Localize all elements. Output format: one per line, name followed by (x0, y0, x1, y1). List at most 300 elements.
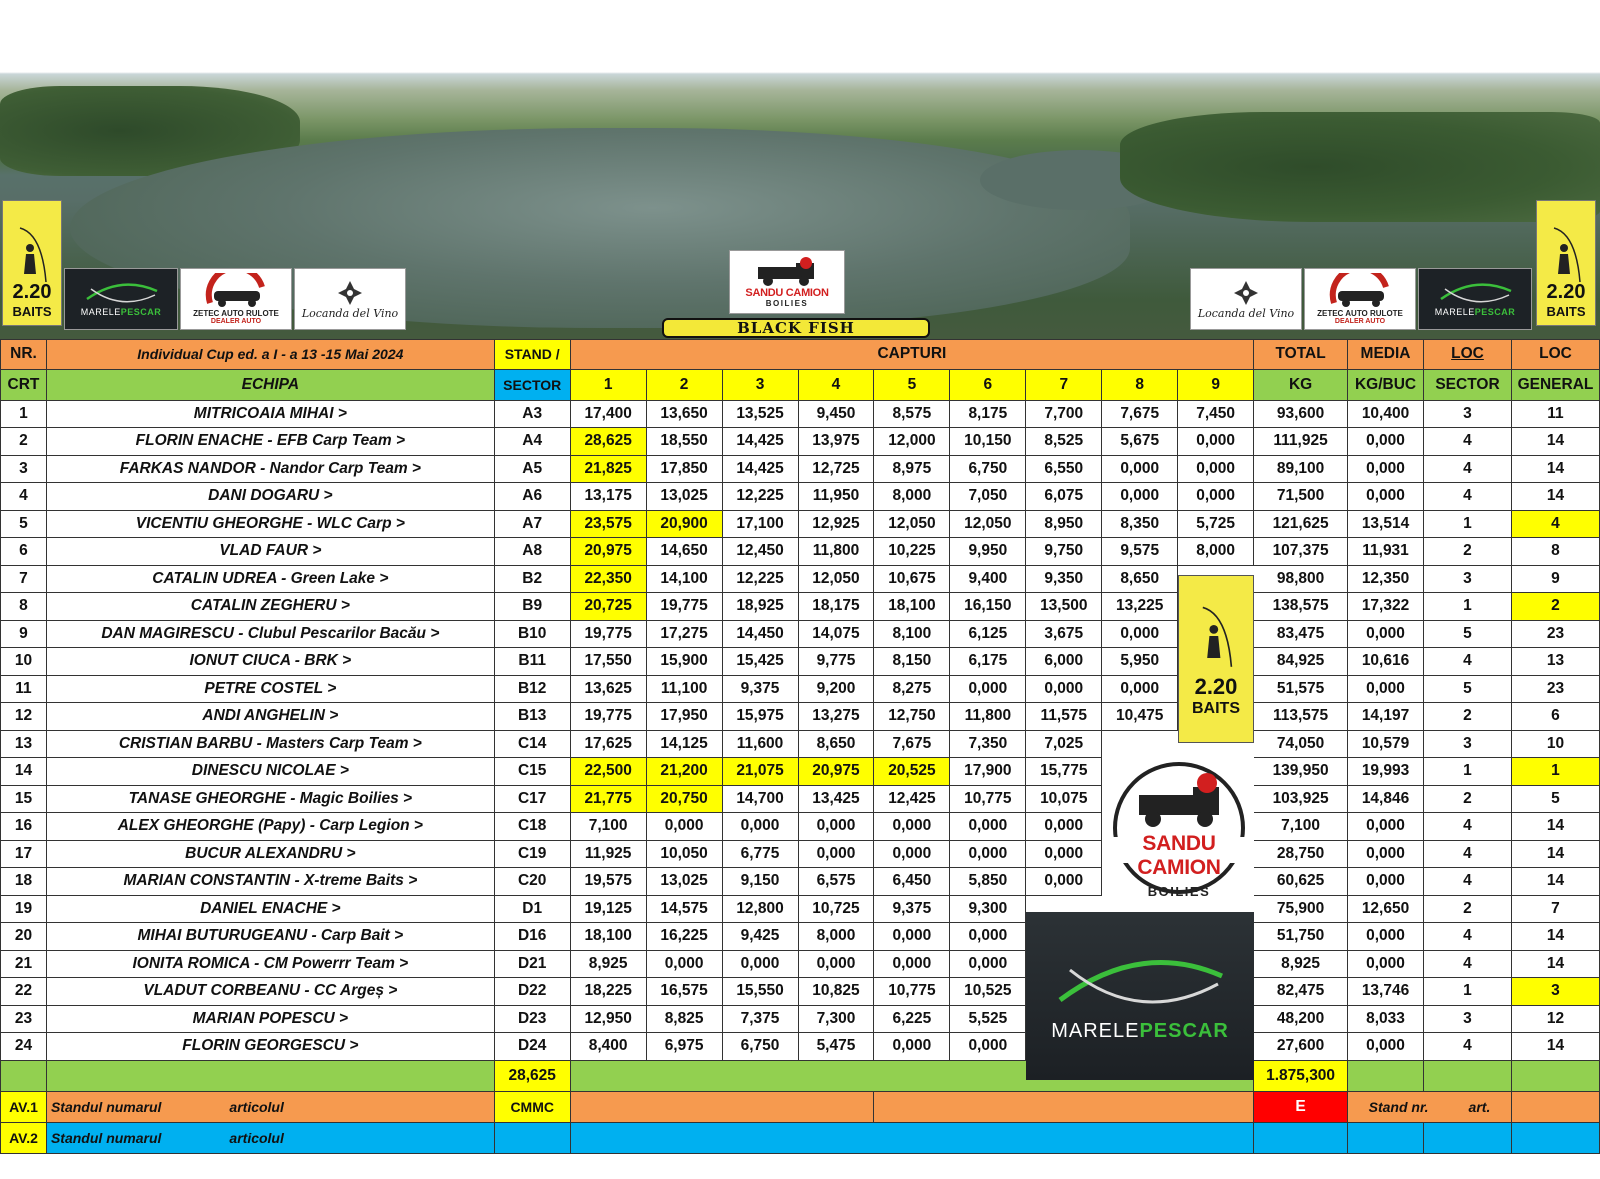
competitor-name: VICENTIU GHEORGHE - WLC Carp > (46, 510, 494, 538)
total-kg-cell: 83,475 (1254, 620, 1348, 648)
total-kg-cell: 27,600 (1254, 1033, 1348, 1061)
media-cell: 0,000 (1348, 620, 1424, 648)
media-cell: 0,000 (1348, 950, 1424, 978)
total-kg-cell: 113,575 (1254, 703, 1348, 731)
catch-cell: 16,225 (646, 923, 722, 951)
loc-sector-cell: 4 (1424, 483, 1512, 511)
marele-text: MARELE (80, 307, 121, 317)
catch-cell: 11,575 (1026, 703, 1102, 731)
baits-word: BAITS (1192, 700, 1240, 717)
competitor-name: MIHAI BUTURUGEANU - Carp Bait > (46, 923, 494, 951)
catch-cell: 9,375 (874, 895, 950, 923)
total-kg-cell: 111,925 (1254, 428, 1348, 456)
media-cell: 12,350 (1348, 565, 1424, 593)
capturi-header: CAPTURI (570, 340, 1253, 370)
total-kg-cell: 75,900 (1254, 895, 1348, 923)
loc-sector-cell: 4 (1424, 813, 1512, 841)
ornament-icon (1232, 279, 1260, 307)
catch-cell: 6,975 (646, 1033, 722, 1061)
total-kg-cell: 51,575 (1254, 675, 1348, 703)
table-row (1, 648, 1600, 676)
catch-cell: 15,425 (722, 648, 798, 676)
catch-cell: 12,950 (570, 1005, 646, 1033)
media-cell: 0,000 (1348, 868, 1424, 896)
catch-cell: 14,125 (646, 730, 722, 758)
stand-cell: C20 (494, 868, 570, 896)
row-number: 6 (1, 538, 47, 566)
pescar-text: PESCAR (1139, 1019, 1229, 1042)
catch-cell: 15,900 (646, 648, 722, 676)
catch-cell: 9,350 (1026, 565, 1102, 593)
catch-cell: 12,450 (722, 538, 798, 566)
baits-word: BAITS (1546, 304, 1586, 319)
angler-icon (12, 224, 52, 284)
catch-col-8: 8 (1102, 369, 1178, 400)
baits-logo-right (1536, 200, 1596, 326)
av2-blank (1511, 1122, 1599, 1153)
black-fish-logo: BLACK FISH (662, 318, 930, 338)
av1-label (46, 1091, 494, 1122)
cmmc-cell: CMMC (494, 1091, 570, 1122)
row-number: 4 (1, 483, 47, 511)
competitor-name: FLORIN GEORGESCU > (46, 1033, 494, 1061)
crt-header: CRT (1, 369, 47, 400)
catch-cell: 0,000 (1026, 840, 1102, 868)
catch-cell: 11,600 (722, 730, 798, 758)
total-kg-cell: 74,050 (1254, 730, 1348, 758)
competitor-name: CATALIN ZEGHERU > (46, 593, 494, 621)
loc-sector-cell: 2 (1424, 703, 1512, 731)
row-number: 2 (1, 428, 47, 456)
competitor-name: CATALIN UDREA - Green Lake > (46, 565, 494, 593)
competitor-name: VLAD FAUR > (46, 538, 494, 566)
pescar-text: PESCAR (120, 307, 162, 317)
catch-cell: 6,450 (874, 868, 950, 896)
competitor-name: DANI DOGARU > (46, 483, 494, 511)
total-kg-cell: 60,625 (1254, 868, 1348, 896)
av1-code: AV.1 (1, 1091, 47, 1122)
loc-general-cell: 14 (1511, 1033, 1599, 1061)
table-row (1, 428, 1600, 456)
competitor-name: DANIEL ENACHE > (46, 895, 494, 923)
row-number: 18 (1, 868, 47, 896)
catch-cell: 11,100 (646, 675, 722, 703)
locanda-logo-right (1190, 268, 1302, 330)
table-row (1, 675, 1600, 703)
table-row (1, 813, 1600, 841)
row-number: 1 (1, 400, 47, 428)
media-cell: 19,993 (1348, 758, 1424, 786)
catch-cell: 0,000 (1102, 455, 1178, 483)
catch-col-3: 3 (722, 369, 798, 400)
sector-header: SECTOR (494, 369, 570, 400)
catch-cell: 9,950 (950, 538, 1026, 566)
catch-cell: 14,075 (798, 620, 874, 648)
catch-cell: 8,650 (798, 730, 874, 758)
stand-cell: C14 (494, 730, 570, 758)
catch-cell: 10,150 (950, 428, 1026, 456)
competitor-name: IONITA ROMICA - CM Powerrr Team > (46, 950, 494, 978)
catch-cell: 5,950 (1102, 648, 1178, 676)
catch-cell: 19,125 (570, 895, 646, 923)
catch-cell: 9,375 (722, 675, 798, 703)
totals-blank (1424, 1060, 1512, 1091)
total-kg-cell: 121,625 (1254, 510, 1348, 538)
catch-cell: 6,000 (1026, 648, 1102, 676)
event-title: Individual Cup ed. a I - a 13 -15 Mai 2024 (46, 340, 494, 370)
catch-cell: 0,000 (1102, 675, 1178, 703)
marele-text: MARELE (1434, 307, 1475, 317)
competitor-name: ALEX GHEORGHE (Papy) - Carp Legion > (46, 813, 494, 841)
catch-col-7: 7 (1026, 369, 1102, 400)
catch-cell: 17,275 (646, 620, 722, 648)
catch-cell: 13,025 (646, 483, 722, 511)
loc-general-cell: 4 (1511, 510, 1599, 538)
loc-general-header: LOC (1511, 340, 1599, 370)
loc-general-cell: 11 (1511, 400, 1599, 428)
loc-sector-cell: 4 (1424, 950, 1512, 978)
stand-cell: B12 (494, 675, 570, 703)
sandu-subtext: BOILIES (765, 298, 809, 308)
catch-cell: 10,225 (874, 538, 950, 566)
catch-cell: 18,225 (570, 978, 646, 1006)
media-cell: 0,000 (1348, 483, 1424, 511)
table-row (1, 455, 1600, 483)
catch-cell: 12,725 (798, 455, 874, 483)
catch-cell: 7,025 (1026, 730, 1102, 758)
table-row (1, 730, 1600, 758)
catch-cell: 12,050 (874, 510, 950, 538)
zetec-subtext: DEALER AUTO (210, 317, 262, 325)
max-catch-cell: 28,625 (494, 1060, 570, 1091)
fish-swoosh-icon (1050, 950, 1230, 1020)
competitor-name: PETRE COSTEL > (46, 675, 494, 703)
loc-general-cell: 5 (1511, 785, 1599, 813)
total-kg-cell: 89,100 (1254, 455, 1348, 483)
catch-cell: 10,525 (950, 978, 1026, 1006)
zetec-text: ZETEC AUTO RULOTE (1317, 308, 1403, 318)
catch-cell: 0,000 (874, 923, 950, 951)
stand-cell: C19 (494, 840, 570, 868)
catch-cell: 14,425 (722, 455, 798, 483)
catch-cell: 5,475 (798, 1033, 874, 1061)
row-number: 11 (1, 675, 47, 703)
banner-trees-right (1120, 112, 1600, 222)
catch-col-6: 6 (950, 369, 1026, 400)
loc-general-cell: 13 (1511, 648, 1599, 676)
catch-cell: 0,000 (798, 813, 874, 841)
pescar-text: PESCAR (1474, 307, 1516, 317)
catch-cell: 7,675 (1102, 400, 1178, 428)
header-row-1 (1, 340, 1600, 370)
fish-swoosh-icon (1435, 281, 1515, 307)
catch-cell: 10,775 (874, 978, 950, 1006)
competitor-name: FARKAS NANDOR - Nandor Carp Team > (46, 455, 494, 483)
catch-cell: 7,350 (950, 730, 1026, 758)
media-header: MEDIA (1348, 340, 1424, 370)
row-number: 12 (1, 703, 47, 731)
zetec-logo-right (1304, 268, 1416, 330)
competitor-name: VLADUT CORBEANU - CC Argeș > (46, 978, 494, 1006)
av2-blank (570, 1122, 1253, 1153)
catch-cell: 13,975 (798, 428, 874, 456)
sandu-camion-logo-top (729, 250, 845, 314)
catch-cell: 8,975 (874, 455, 950, 483)
catch-cell: 20,900 (646, 510, 722, 538)
catch-cell: 11,800 (798, 538, 874, 566)
catch-cell: 11,800 (950, 703, 1026, 731)
media-cell: 0,000 (1348, 1033, 1424, 1061)
av1-row (1, 1091, 1600, 1122)
loc-sector-header: LOC (1424, 340, 1512, 370)
loc-sector-cell: 4 (1424, 923, 1512, 951)
catch-cell: 0,000 (950, 813, 1026, 841)
totals-row (1, 1060, 1600, 1091)
row-number: 5 (1, 510, 47, 538)
stand-cell: A8 (494, 538, 570, 566)
kgbuc-header: KG/BUC (1348, 369, 1424, 400)
loc-general-cell: 14 (1511, 455, 1599, 483)
catch-cell: 5,675 (1102, 428, 1178, 456)
table-row (1, 950, 1600, 978)
total-kg-cell: 48,200 (1254, 1005, 1348, 1033)
loc-sector-cell: 1 (1424, 510, 1512, 538)
total-kg-cell: 107,375 (1254, 538, 1348, 566)
catch-cell: 7,375 (722, 1005, 798, 1033)
baits-logo-left (2, 200, 62, 326)
catch-cell: 8,175 (950, 400, 1026, 428)
locanda-text: Locanda del Vino (1197, 306, 1295, 320)
catch-cell: 0,000 (1026, 675, 1102, 703)
catch-cell: 15,550 (722, 978, 798, 1006)
loc-general-cell: 2 (1511, 593, 1599, 621)
row-number: 17 (1, 840, 47, 868)
table-row (1, 703, 1600, 731)
catch-cell: 7,675 (874, 730, 950, 758)
totals-blank (46, 1060, 494, 1091)
media-cell: 14,846 (1348, 785, 1424, 813)
catch-cell: 12,800 (722, 895, 798, 923)
catch-cell: 10,725 (798, 895, 874, 923)
loc-sector-cell: 4 (1424, 840, 1512, 868)
stand-cell: A6 (494, 483, 570, 511)
catch-cell: 0,000 (1178, 455, 1254, 483)
catch-cell: 8,950 (1026, 510, 1102, 538)
catch-cell: 6,750 (950, 455, 1026, 483)
catch-cell: 10,050 (646, 840, 722, 868)
totals-blank (1511, 1060, 1599, 1091)
catch-cell: 28,625 (570, 428, 646, 456)
catch-cell: 17,900 (950, 758, 1026, 786)
fish-swoosh-icon (81, 281, 161, 307)
total-kg-cell: 98,800 (1254, 565, 1348, 593)
catch-cell: 0,000 (722, 813, 798, 841)
angler-icon (1546, 224, 1586, 284)
catch-cell: 14,700 (722, 785, 798, 813)
catch-cell: 13,025 (646, 868, 722, 896)
catch-cell: 10,775 (950, 785, 1026, 813)
catch-cell: 0,000 (1178, 428, 1254, 456)
catch-cell: 8,000 (874, 483, 950, 511)
stand-cell: B10 (494, 620, 570, 648)
total-header: TOTAL (1254, 340, 1348, 370)
catch-cell: 8,650 (1102, 565, 1178, 593)
media-cell: 10,616 (1348, 648, 1424, 676)
catch-cell: 12,225 (722, 483, 798, 511)
competitor-name: ANDI ANGHELIN > (46, 703, 494, 731)
av2-code: AV.2 (1, 1122, 47, 1153)
catch-cell: 8,000 (798, 923, 874, 951)
loc-general-cell: 7 (1511, 895, 1599, 923)
loc-sector-cell: 3 (1424, 400, 1512, 428)
catch-cell: 19,575 (570, 868, 646, 896)
locanda-logo-left (294, 268, 406, 330)
catch-cell: 19,775 (570, 703, 646, 731)
catch-cell: 20,725 (570, 593, 646, 621)
catch-cell: 6,550 (1026, 455, 1102, 483)
row-number: 14 (1, 758, 47, 786)
catch-cell: 8,925 (570, 950, 646, 978)
catch-cell: 13,275 (798, 703, 874, 731)
stand-cell: C15 (494, 758, 570, 786)
catch-col-1: 1 (570, 369, 646, 400)
row-number: 19 (1, 895, 47, 923)
baits-number: 2.20 (1546, 281, 1586, 303)
table-row (1, 400, 1600, 428)
av1-blank (570, 1091, 874, 1122)
catch-cell: 0,000 (798, 950, 874, 978)
kg-header: KG (1254, 369, 1348, 400)
media-cell: 0,000 (1348, 675, 1424, 703)
general-loc-header: GENERAL (1511, 369, 1599, 400)
catch-cell: 0,000 (874, 1033, 950, 1061)
competitor-name: MARIAN CONSTANTIN - X-treme Baits > (46, 868, 494, 896)
e-cell: E (1254, 1091, 1348, 1122)
catch-cell: 22,350 (570, 565, 646, 593)
zetec-text: ZETEC AUTO RULOTE (193, 308, 279, 318)
catch-cell: 0,000 (950, 1033, 1026, 1061)
row-number: 9 (1, 620, 47, 648)
loc-general-cell: 14 (1511, 840, 1599, 868)
catch-cell: 15,775 (1026, 758, 1102, 786)
stand-cell: B11 (494, 648, 570, 676)
competitor-name: MARIAN POPESCU > (46, 1005, 494, 1033)
catch-cell: 8,275 (874, 675, 950, 703)
catch-cell: 13,175 (570, 483, 646, 511)
loc-general-cell: 6 (1511, 703, 1599, 731)
catch-cell: 7,100 (570, 813, 646, 841)
av1-stand-label: Standul numarul (50, 1098, 162, 1115)
catch-cell: 8,575 (874, 400, 950, 428)
catch-cell: 17,850 (646, 455, 722, 483)
echipa-header: ECHIPA (46, 369, 494, 400)
row-number: 8 (1, 593, 47, 621)
total-kg-cell: 103,925 (1254, 785, 1348, 813)
catch-cell: 14,100 (646, 565, 722, 593)
media-cell: 13,746 (1348, 978, 1424, 1006)
table-row (1, 538, 1600, 566)
stand-cell: A3 (494, 400, 570, 428)
stand-cell: B2 (494, 565, 570, 593)
table-row (1, 1005, 1600, 1033)
av2-blank (1254, 1122, 1348, 1153)
marelepescar-logo-left (64, 268, 178, 330)
catch-cell: 0,000 (646, 950, 722, 978)
stand-cell: A7 (494, 510, 570, 538)
catch-cell: 6,750 (722, 1033, 798, 1061)
row-number: 16 (1, 813, 47, 841)
catch-cell: 8,100 (874, 620, 950, 648)
catch-cell: 10,075 (1026, 785, 1102, 813)
catch-cell: 10,825 (798, 978, 874, 1006)
loc-sector-cell: 3 (1424, 565, 1512, 593)
catch-cell: 0,000 (646, 813, 722, 841)
competitor-name: IONUT CIUCA - BRK > (46, 648, 494, 676)
table-row (1, 620, 1600, 648)
total-kg-cell: 8,925 (1254, 950, 1348, 978)
loc-general-cell: 12 (1511, 1005, 1599, 1033)
media-cell: 10,579 (1348, 730, 1424, 758)
loc-sector-cell: 1 (1424, 758, 1512, 786)
baits-word: BAITS (12, 304, 52, 319)
sandu-subtext: BOILIES (1147, 884, 1211, 899)
av1-stand-nr (1348, 1091, 1512, 1122)
catch-cell: 0,000 (874, 950, 950, 978)
car-icon (1320, 273, 1400, 309)
total-kg-cell: 7,100 (1254, 813, 1348, 841)
row-number: 24 (1, 1033, 47, 1061)
catch-cell: 18,100 (570, 923, 646, 951)
av2-label (46, 1122, 494, 1153)
catch-cell: 0,000 (874, 813, 950, 841)
catch-cell: 0,000 (722, 950, 798, 978)
catch-cell: 9,300 (950, 895, 1026, 923)
catch-col-2: 2 (646, 369, 722, 400)
media-cell: 8,033 (1348, 1005, 1424, 1033)
baits-number: 2.20 (1194, 674, 1238, 699)
ornament-icon (336, 279, 364, 307)
media-cell: 12,650 (1348, 895, 1424, 923)
catch-cell: 8,825 (646, 1005, 722, 1033)
media-cell: 0,000 (1348, 455, 1424, 483)
grand-total-cell: 1.875,300 (1254, 1060, 1348, 1091)
truck-icon (752, 257, 822, 287)
competitor-name: CRISTIAN BARBU - Masters Carp Team > (46, 730, 494, 758)
catch-cell: 18,925 (722, 593, 798, 621)
av2-blank (1424, 1122, 1512, 1153)
header-row-2 (1, 369, 1600, 400)
catch-cell: 6,075 (1026, 483, 1102, 511)
locanda-text: Locanda del Vino (301, 306, 399, 320)
total-kg-cell: 139,950 (1254, 758, 1348, 786)
catch-cell: 8,150 (874, 648, 950, 676)
catch-cell: 0,000 (1026, 868, 1102, 896)
table-row (1, 840, 1600, 868)
catch-cell: 3,675 (1026, 620, 1102, 648)
av2-stand-label: Standul numarul (50, 1129, 162, 1146)
media-cell: 17,322 (1348, 593, 1424, 621)
catch-cell: 0,000 (874, 840, 950, 868)
table-row (1, 593, 1600, 621)
row-number: 13 (1, 730, 47, 758)
catch-cell: 17,400 (570, 400, 646, 428)
catch-cell: 12,225 (722, 565, 798, 593)
catch-cell: 13,650 (646, 400, 722, 428)
total-kg-cell: 28,750 (1254, 840, 1348, 868)
catch-cell: 0,000 (1102, 483, 1178, 511)
av1-blank (874, 1091, 1254, 1122)
catch-cell: 21,825 (570, 455, 646, 483)
